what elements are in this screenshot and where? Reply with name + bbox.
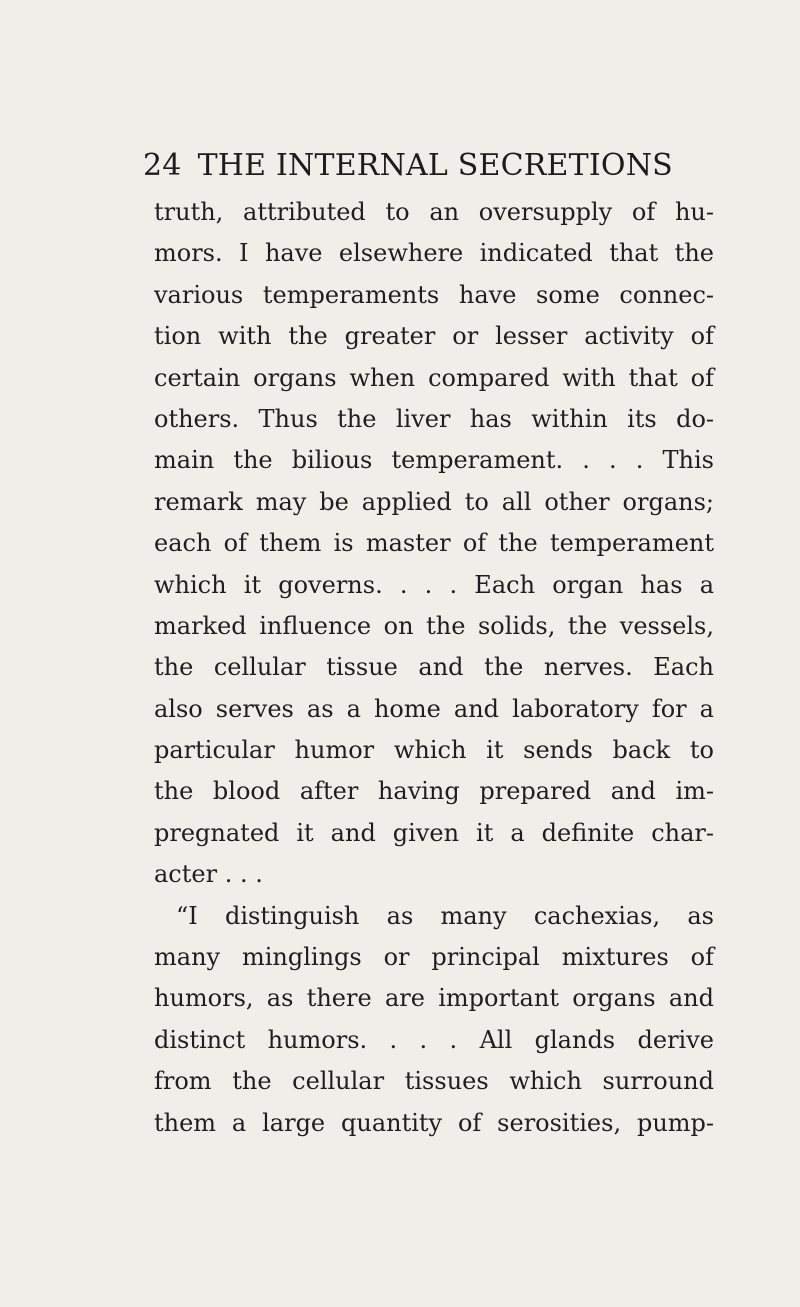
text-line: the blood after having prepared and im- (154, 777, 714, 806)
body-text (154, 192, 714, 1144)
text-line: distinct humors. . . . All glands derive (154, 1025, 714, 1054)
text-line: from the cellular tissues which surround (154, 1067, 714, 1096)
text-line: them a large quantity of serosities, pump- (154, 1108, 714, 1137)
text-line: also serves as a home and laboratory for a (154, 694, 714, 723)
text-line: the cellular tissue and the nerves. Each (154, 653, 714, 682)
text-line: humors, as there are important organs and (154, 984, 714, 1013)
text-line: truth, attributed to an oversupply of hu- (154, 198, 714, 226)
page-number: 24 (143, 148, 182, 183)
text-line: “I distinguish as many cachexias, as (176, 901, 714, 930)
text-line: pregnated it and given it a definite char- (154, 818, 714, 847)
text-line: tion with the greater or lesser activity of (154, 322, 714, 351)
text-line: acter . . . (154, 860, 263, 889)
text-line: remark may be applied to all other organs; (154, 487, 714, 516)
text-line: others. Thus the liver has within its do- (154, 404, 714, 433)
text-line: marked influence on the solids, the vessels, (154, 611, 714, 640)
text-line: main the bilious temperament. . . . This (154, 446, 714, 475)
text-line: many minglings or principal mixtures of (154, 943, 714, 972)
text-line: mors. I have elsewhere indicated that the (154, 239, 714, 268)
text-line: various temperaments have some connec- (154, 280, 714, 309)
text-line: particular humor which it sends back to (154, 736, 714, 765)
text-line: certain organs when compared with that of (154, 363, 714, 392)
text-line: which it governs. . . . Each organ has a (154, 570, 714, 599)
text-line: each of them is master of the temperament (154, 529, 714, 558)
running-header (143, 148, 703, 183)
running-title: THE INTERNAL SECRETIONS (197, 148, 673, 183)
